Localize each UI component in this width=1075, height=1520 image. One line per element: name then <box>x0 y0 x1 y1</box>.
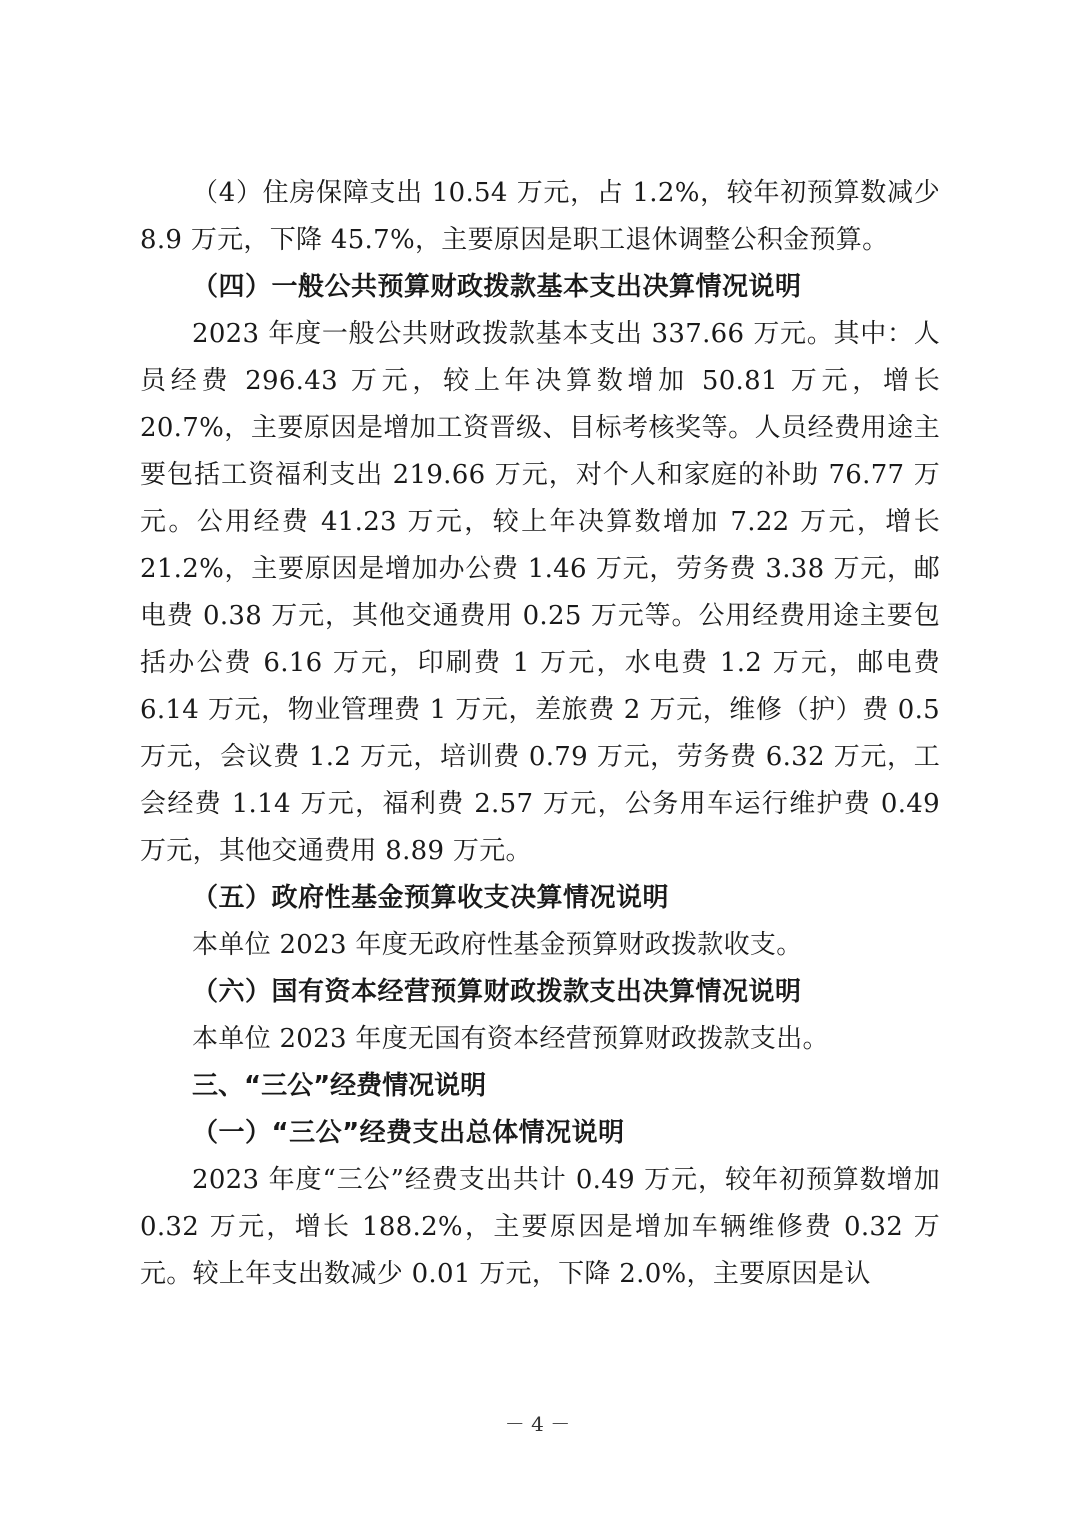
heading-state-capital: （六）国有资本经营预算财政拨款支出决算情况说明 <box>192 977 802 1007</box>
paragraph-government-fund: 本单位 2023 年度无政府性基金预算财政拨款收支。 <box>192 930 803 960</box>
heading-basic-expenditure: （四）一般公共预算财政拨款基本支出决算情况说明 <box>192 272 802 302</box>
paragraph-basic-expenditure: 2023 年度一般公共财政拨款基本支出 337.66 万元。其中：人员经费 296.43 万元，较上年决算数增加 50.81 万元，增长 20.7%，主要原因是增加工资晋级、目标考核奖等。人员经费用途主要包括工资福利支出 219.66 万元，对个人和家庭的补助 76.77 万元。公用经费 41.23 万元，较上年决算数增加 7.22 万元，增长 21.2%，主要原因是增加办公费 1.46 万元，劳务费 3.38 万元，邮电费 0.38 万元，其他交通费用 0.25 万元等。公用经费用途主要包括办公费 6.16 万元，印刷费 1 万元，水电费 1.2 万元，邮电费 6.14 万元，物业管理费 1 万元，差旅费 2 万元，维修（护）费 0.5 万元，会议费 1.2 万元，培训费 0.79 万元，劳务费 6.32 万元，工会经费 1.14 万元，福利费 2.57 万元，公务用车运行维护费 0.49 万元，其他交通费用 8.89 万元。 <box>140 319 940 866</box>
page-number: － 4 － <box>504 1412 571 1436</box>
paragraph-three-public-overview: 2023 年度“三公”经费支出共计 0.49 万元，较年初预算数增加 0.32 万元，增长 188.2%，主要原因是增加车辆维修费 0.32 万元。较上年支出数减少 0.01 万元，下降 2.0%，主要原因是认 <box>140 1165 940 1289</box>
document-body <box>140 170 940 1298</box>
heading-government-fund: （五）政府性基金预算收支决算情况说明 <box>192 883 670 913</box>
paragraph-housing-expenditure: （4）住房保障支出 10.54 万元，占 1.2%，较年初预算数减少 8.9 万元，下降 45.7%，主要原因是职工退休调整公积金预算。 <box>140 178 940 255</box>
heading-three-public-overview: （一）“三公”经费支出总体情况说明 <box>192 1118 625 1148</box>
section-title-three-public: 三、“三公”经费情况说明 <box>192 1071 487 1101</box>
paragraph-state-capital: 本单位 2023 年度无国有资本经营预算财政拨款支出。 <box>192 1024 829 1054</box>
